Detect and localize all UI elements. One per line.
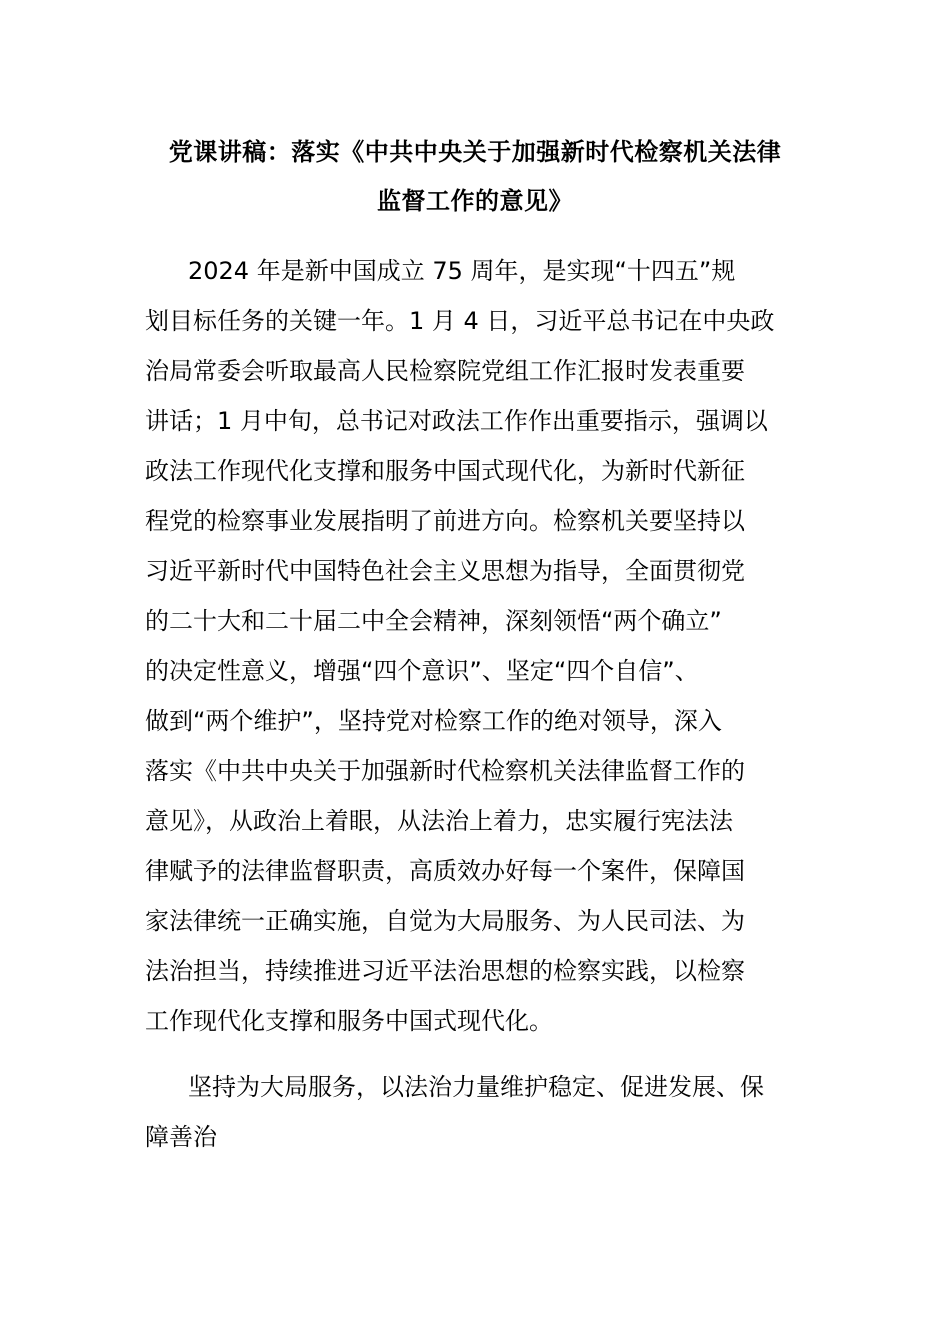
paragraph-1-line: 2024 年是新中国成立 75 周年，是实现“十四五”规 [188,257,736,285]
paragraph-1-line: 工作现代化支撑和服务中国式现代化。 [145,1007,553,1035]
paragraph-1-line: 政法工作现代化支撑和服务中国式现代化，为新时代新征 [145,457,745,485]
paragraph-2-line: 障善治 [145,1123,217,1151]
paragraph-2 [145,1062,815,1162]
paragraph-1-line: 习近平新时代中国特色社会主义思想为指导，全面贯彻党 [145,557,745,585]
document-title-line-1: 党课讲稿：落实《中共中央关于加强新时代检察机关法律 [168,138,782,166]
document-title-line-2: 监督工作的意见》 [377,187,573,215]
paragraph-1 [145,246,815,1046]
paragraph-1-line: 的二十大和二十届二中全会精神，深刻领悟“两个确立” [145,607,722,635]
paragraph-1-line: 做到“两个维护”，坚持党对检察工作的绝对领导，深入 [145,707,722,735]
paragraph-1-line: 治局常委会听取最高人民检察院党组工作汇报时发表重要 [145,357,745,385]
paragraph-1-line: 律赋予的法律监督职责，高质效办好每一个案件，保障国 [145,857,745,885]
paragraph-1-line: 划目标任务的关键一年。1 月 4 日，习近平总书记在中央政 [145,307,775,335]
paragraph-1-line: 程党的检察事业发展指明了前进方向。检察机关要坚持以 [145,507,745,535]
paragraph-1-line: 落实《中共中央关于加强新时代检察机关法律监督工作的 [145,757,745,785]
paragraph-1-line: 法治担当，持续推进习近平法治思想的检察实践，以检察 [145,957,745,985]
paragraph-2-line: 坚持为大局服务，以法治力量维护稳定、促进发展、保 [188,1073,764,1101]
paragraph-1-line: 家法律统一正确实施，自觉为大局服务、为人民司法、为 [145,907,745,935]
paragraph-1-line: 讲话；1 月中旬，总书记对政法工作作出重要指示，强调以 [145,407,768,435]
paragraph-1-line: 意见》，从政治上着眼，从法治上着力，忠实履行宪法法 [145,807,733,835]
paragraph-1-line: 的决定性意义，增强“四个意识”、坚定“四个自信”、 [145,657,699,685]
